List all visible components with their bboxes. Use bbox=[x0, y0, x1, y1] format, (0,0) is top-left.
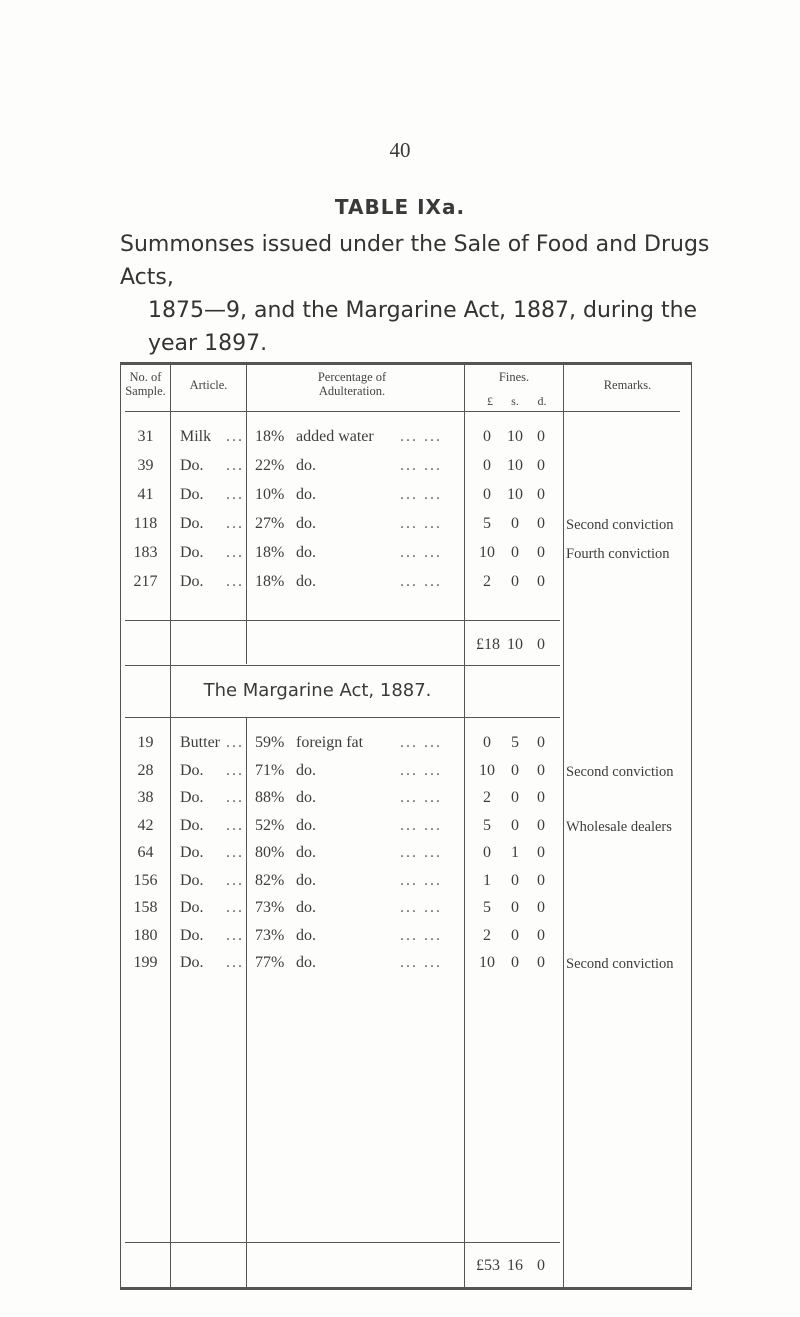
butter-row-fine-pence: 0 bbox=[537, 816, 545, 834]
leader-dots: ... bbox=[226, 457, 244, 474]
milk-row-fine-pounds: 10 bbox=[479, 544, 495, 561]
leader-dots: ... bbox=[226, 544, 244, 561]
milk-row-article: Milk bbox=[180, 428, 212, 445]
butter-row-article: Butter bbox=[180, 734, 220, 751]
milk-row-fine-pence: 0 bbox=[537, 457, 545, 474]
butter-row-sample-number: 180 bbox=[133, 926, 158, 944]
leader-dots: ... ... bbox=[400, 844, 442, 861]
butter-row-remarks: Wholesale dealers bbox=[566, 818, 672, 835]
table-right-border bbox=[691, 364, 692, 1288]
leader-dots: ... bbox=[226, 573, 244, 590]
butter-row-adulteration: do. bbox=[296, 899, 316, 916]
milk-row-article: Do. bbox=[180, 457, 204, 474]
leader-dots: ... bbox=[226, 486, 244, 503]
butter-row-fine-pence: 0 bbox=[537, 844, 545, 861]
milk-row-fine-pence: 0 bbox=[537, 573, 545, 590]
butter-row-fine-pence: 0 bbox=[537, 789, 545, 806]
milk-row-fine-pounds: 0 bbox=[483, 486, 491, 503]
butter-row-sample-number: 158 bbox=[133, 899, 158, 916]
milk-row-fine-pence: 0 bbox=[537, 515, 545, 532]
butter-row-adulteration: do. bbox=[296, 844, 316, 861]
leader-dots: ... ... bbox=[400, 871, 442, 889]
milk-row-fine-shillings: 10 bbox=[507, 457, 523, 474]
subtotal-rule-2 bbox=[125, 1242, 560, 1243]
butter-row-fine-pounds: 5 bbox=[483, 899, 491, 916]
milk-row-fine-pence: 0 bbox=[537, 544, 545, 561]
total-pounds-2: £53 bbox=[476, 1257, 500, 1274]
total-shillings-2: 16 bbox=[507, 1257, 523, 1274]
leader-dots: ... bbox=[226, 844, 244, 861]
leader-dots: ... bbox=[226, 789, 244, 806]
butter-row-article: Do. bbox=[180, 816, 204, 834]
milk-row-fine-shillings: 0 bbox=[511, 573, 519, 590]
leader-dots: ... ... bbox=[400, 544, 442, 561]
leader-dots: ... bbox=[226, 899, 244, 916]
milk-row-adulteration: do. bbox=[296, 573, 316, 590]
leader-dots: ... ... bbox=[400, 899, 442, 916]
header-fines-shillings: s. bbox=[511, 394, 519, 408]
leader-dots: ... ... bbox=[400, 573, 442, 590]
butter-row-article: Do. bbox=[180, 954, 204, 971]
butter-row-adulteration: do. bbox=[296, 954, 316, 971]
milk-row-percentage: 22% bbox=[255, 457, 285, 474]
col-divider-2 bbox=[246, 364, 247, 664]
butter-row-adulteration: do. bbox=[296, 871, 316, 889]
milk-row-sample-number: 217 bbox=[133, 573, 158, 590]
table-top-border bbox=[120, 362, 692, 365]
butter-row-remarks: Second conviction bbox=[566, 763, 674, 780]
butter-row-adulteration: foreign fat bbox=[296, 734, 364, 751]
leader-dots: ... ... bbox=[400, 816, 442, 834]
milk-row-remarks: Fourth conviction bbox=[566, 546, 670, 562]
milk-row-sample-number: 183 bbox=[133, 544, 158, 561]
butter-row-sample-number: 38 bbox=[137, 789, 154, 806]
leader-dots: ... bbox=[226, 816, 244, 834]
section-title-margarine: The Margarine Act, 1887. bbox=[203, 680, 432, 701]
leader-dots: ... ... bbox=[400, 428, 442, 445]
total-pence-2: 0 bbox=[537, 1257, 545, 1274]
butter-row-fine-shillings: 0 bbox=[511, 926, 519, 944]
milk-row-fine-pence: 0 bbox=[537, 428, 545, 445]
leader-dots: ... bbox=[226, 926, 244, 944]
butter-row-fine-shillings: 0 bbox=[511, 871, 519, 889]
milk-row-article: Do. bbox=[180, 573, 204, 590]
leader-dots: ... ... bbox=[400, 486, 442, 503]
col-divider-1 bbox=[170, 364, 171, 1288]
milk-row-remarks: Second conviction bbox=[566, 517, 674, 533]
leader-dots: ... ... bbox=[400, 734, 442, 751]
header-article: Article. bbox=[189, 378, 228, 392]
butter-row-adulteration: do. bbox=[296, 789, 316, 806]
butter-row-fine-pounds: 2 bbox=[483, 926, 491, 944]
milk-row-article: Do. bbox=[180, 515, 204, 532]
header-fines-pounds: £ bbox=[487, 394, 493, 408]
butter-row-fine-pounds: 10 bbox=[479, 954, 495, 971]
milk-row-adulteration: added water bbox=[296, 428, 374, 445]
butter-row-fine-pounds: 5 bbox=[483, 816, 491, 834]
col-divider-3 bbox=[464, 364, 465, 1288]
milk-row-fine-shillings: 0 bbox=[511, 544, 519, 561]
header-fines: Fines. bbox=[498, 370, 530, 384]
butter-row-sample-number: 42 bbox=[137, 816, 154, 834]
leader-dots: ... bbox=[226, 871, 244, 889]
butter-row-sample-number: 156 bbox=[133, 871, 158, 889]
butter-row-fine-pence: 0 bbox=[537, 899, 545, 916]
butter-row-article: Do. bbox=[180, 926, 204, 944]
leader-dots: ... ... bbox=[400, 789, 442, 806]
butter-row-adulteration: do. bbox=[296, 926, 316, 944]
butter-row-fine-pounds: 0 bbox=[483, 844, 491, 861]
butter-row-fine-shillings: 0 bbox=[511, 954, 519, 971]
milk-row-article: Do. bbox=[180, 544, 204, 561]
milk-row-percentage: 10% bbox=[255, 486, 285, 503]
butter-row-remarks: Second conviction bbox=[566, 956, 674, 972]
total-pence-1: 0 bbox=[537, 636, 545, 653]
milk-row-adulteration: do. bbox=[296, 515, 316, 532]
butter-row-fine-pence: 0 bbox=[537, 871, 545, 889]
leader-dots: ... ... bbox=[400, 926, 442, 944]
butter-row-fine-pence: 0 bbox=[537, 926, 545, 944]
milk-row-adulteration: do. bbox=[296, 457, 316, 474]
butter-row-sample-number: 199 bbox=[133, 954, 158, 971]
table-bottom-border bbox=[120, 1287, 692, 1290]
milk-row-adulteration: do. bbox=[296, 544, 316, 561]
butter-row-percentage: 80% bbox=[255, 844, 285, 861]
milk-row-fine-shillings: 0 bbox=[511, 515, 519, 532]
col-divider-2b bbox=[246, 717, 247, 1288]
butter-row-fine-shillings: 0 bbox=[511, 789, 519, 806]
leader-dots: ... ... bbox=[400, 457, 442, 474]
milk-row-fine-pounds: 5 bbox=[483, 515, 491, 532]
butter-row-percentage: 71% bbox=[255, 761, 285, 779]
butter-row-fine-pounds: 10 bbox=[479, 761, 495, 779]
butter-row-article: Do. bbox=[180, 761, 204, 779]
milk-row-percentage: 18% bbox=[255, 544, 285, 561]
butter-row-article: Do. bbox=[180, 789, 204, 806]
milk-row-percentage: 18% bbox=[255, 573, 285, 590]
leader-dots: ... ... bbox=[400, 515, 442, 532]
milk-row-sample-number: 41 bbox=[137, 486, 154, 503]
milk-row-adulteration: do. bbox=[296, 486, 316, 503]
total-pounds-1: £18 bbox=[476, 636, 500, 653]
butter-row-fine-pence: 0 bbox=[537, 954, 545, 971]
butter-row-article: Do. bbox=[180, 844, 204, 861]
butter-row-sample-number: 19 bbox=[137, 734, 154, 751]
milk-row-percentage: 27% bbox=[255, 515, 285, 532]
butter-row-article: Do. bbox=[180, 899, 204, 916]
leader-dots: ... bbox=[226, 761, 244, 779]
butter-row-article: Do. bbox=[180, 871, 204, 889]
heading-line-3: year 1897. bbox=[148, 331, 268, 356]
butter-row-percentage: 52% bbox=[255, 816, 285, 834]
heading-line-1: Summonses issued under the Sale of Food and Drugs Acts, bbox=[120, 232, 710, 290]
milk-row-fine-shillings: 10 bbox=[507, 486, 523, 503]
table-title: TABLE IXa. bbox=[334, 195, 466, 219]
subtotal-rule-1 bbox=[125, 620, 560, 621]
butter-row-fine-pounds: 2 bbox=[483, 789, 491, 806]
butter-row-fine-shillings: 5 bbox=[511, 734, 519, 751]
header-rule bbox=[125, 411, 680, 412]
header-remarks: Remarks. bbox=[603, 378, 652, 392]
butter-row-fine-shillings: 0 bbox=[511, 816, 519, 834]
butter-row-fine-shillings: 0 bbox=[511, 899, 519, 916]
total-shillings-1: 10 bbox=[507, 636, 523, 653]
heading-line-2: 1875—9, and the Margarine Act, 1887, during the bbox=[148, 298, 698, 323]
butter-row-percentage: 88% bbox=[255, 789, 285, 806]
milk-row-sample-number: 31 bbox=[137, 428, 154, 445]
butter-row-fine-pence: 0 bbox=[537, 761, 545, 779]
milk-row-fine-pounds: 0 bbox=[483, 457, 491, 474]
milk-row-fine-pence: 0 bbox=[537, 486, 545, 503]
butter-row-percentage: 59% bbox=[255, 734, 285, 751]
milk-row-article: Do. bbox=[180, 486, 204, 503]
butter-row-adulteration: do. bbox=[296, 761, 316, 779]
butter-row-sample-number: 64 bbox=[137, 844, 154, 861]
header-sample: No. of Sample. bbox=[125, 370, 166, 398]
milk-row-fine-pounds: 0 bbox=[483, 428, 491, 445]
butter-row-fine-shillings: 1 bbox=[511, 844, 519, 861]
col-divider-4 bbox=[563, 364, 564, 1288]
butter-row-percentage: 82% bbox=[255, 871, 285, 889]
butter-row-fine-pounds: 1 bbox=[483, 871, 491, 889]
milk-row-percentage: 18% bbox=[255, 428, 285, 445]
milk-row-sample-number: 118 bbox=[133, 515, 158, 532]
page-number: 40 bbox=[389, 138, 411, 162]
leader-dots: ... bbox=[226, 428, 244, 445]
header-fines-pence: d. bbox=[537, 394, 547, 408]
butter-row-fine-shillings: 0 bbox=[511, 761, 519, 779]
header-percentage: Percentage of Adulteration. bbox=[317, 370, 387, 398]
butter-row-sample-number: 28 bbox=[137, 761, 154, 779]
leader-dots: ... bbox=[226, 954, 244, 971]
leader-dots: ... bbox=[226, 515, 244, 532]
butter-row-percentage: 77% bbox=[255, 954, 285, 971]
leader-dots: ... bbox=[226, 734, 244, 751]
section-rule-top bbox=[125, 665, 560, 666]
leader-dots: ... ... bbox=[400, 761, 442, 779]
butter-row-fine-pence: 0 bbox=[537, 734, 545, 751]
milk-row-sample-number: 39 bbox=[137, 457, 154, 474]
butter-row-percentage: 73% bbox=[255, 926, 285, 944]
butter-row-fine-pounds: 0 bbox=[483, 734, 491, 751]
milk-row-fine-pounds: 2 bbox=[483, 573, 491, 590]
butter-row-adulteration: do. bbox=[296, 816, 316, 834]
butter-row-percentage: 73% bbox=[255, 899, 285, 916]
section-rule-bottom bbox=[125, 717, 560, 718]
milk-row-fine-shillings: 10 bbox=[507, 428, 523, 445]
leader-dots: ... ... bbox=[400, 954, 442, 971]
